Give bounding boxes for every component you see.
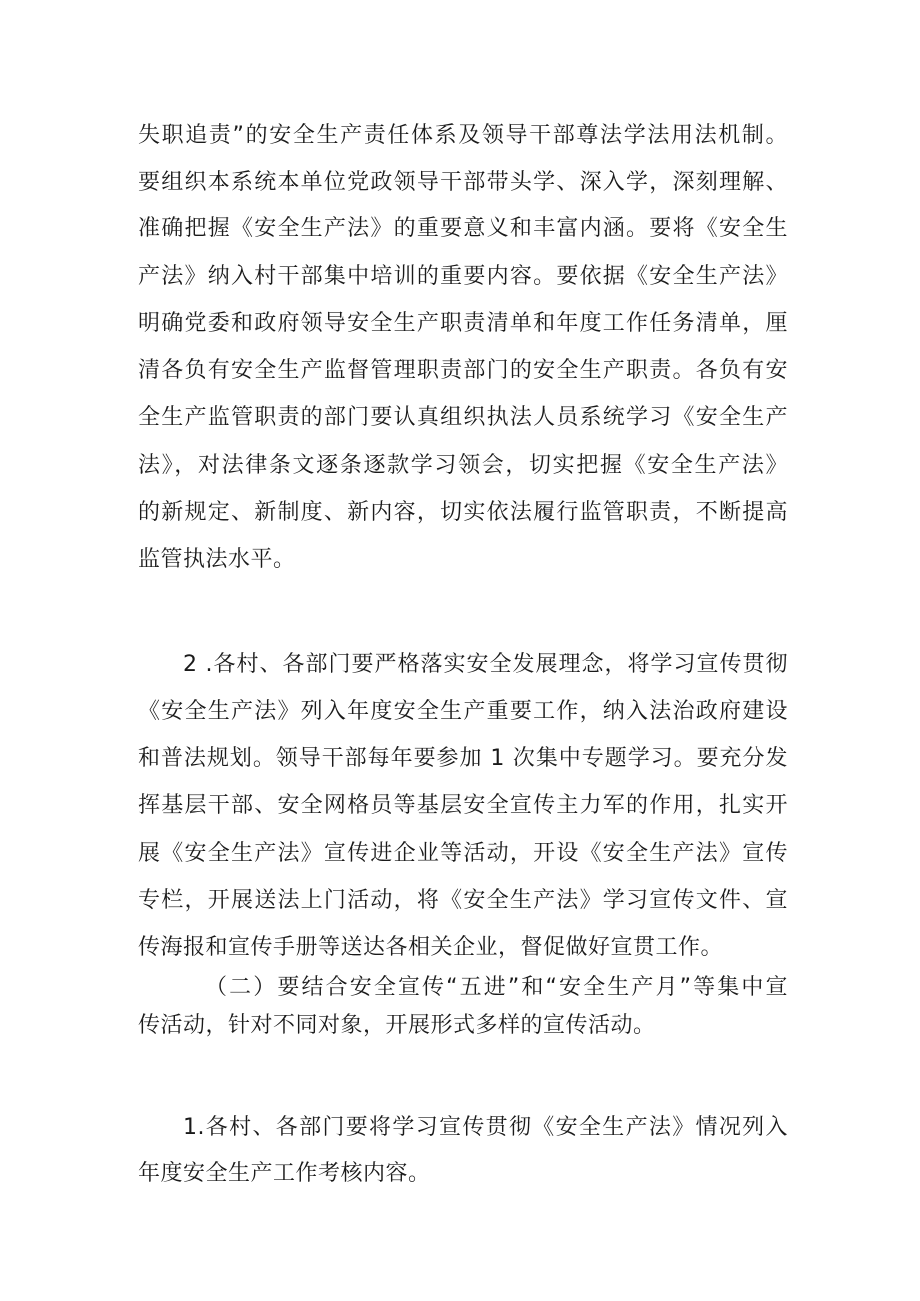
paragraph-1-line-8: 法》，对法律条文逐条逐款学习领会，切实把握《安全生产法》	[138, 453, 788, 478]
paragraph-3-line-1: （二）要结合安全宣传“五进”和“安全生产月”等集中宣	[205, 975, 788, 1000]
paragraph-2-line-7: 传海报和宣传手册等送达各相关企业，督促做好宣贯工作。	[138, 935, 724, 960]
paragraph-1-line-6: 清各负有安全生产监督管理职责部门的安全生产职责。各负有安	[138, 358, 788, 383]
paragraph-1-line-1: 失职追责”的安全生产责任体系及领导干部尊法学法用法机制。	[138, 123, 788, 148]
paragraph-2-line-2: 《安全生产法》列入年度安全生产重要工作，纳入法治政府建设	[138, 699, 788, 724]
paragraph-2-line-4: 挥基层干部、安全网格员等基层安全宣传主力军的作用，扎实开	[138, 793, 788, 818]
paragraph-4-line-2: 年度安全生产工作考核内容。	[138, 1161, 431, 1186]
paragraph-2-line-3: 和普法规划。领导干部每年要参加 1 次集中专题学习。要充分发	[138, 746, 788, 771]
paragraph-1-line-9: 的新规定、新制度、新内容，切实依法履行监管职责，不断提高	[138, 500, 788, 525]
paragraph-1-line-3: 准确把握《安全生产法》的重要意义和丰富内涵。要将《安全生	[138, 216, 788, 241]
paragraph-1-line-5: 明确党委和政府领导安全生产职责清单和年度工作任务清单，厘	[138, 311, 788, 336]
paragraph-1-line-2: 要组织本系统本单位党政领导干部带头学、深入学，深刻理解、	[138, 170, 788, 195]
paragraph-3-line-2: 传活动，针对不同对象，开展形式多样的宣传活动。	[138, 1013, 656, 1038]
paragraph-2-line-1: 2 .各村、各部门要严格落实安全发展理念，将学习宣传贯彻	[183, 652, 788, 677]
paragraph-2-line-5: 展《安全生产法》宣传进企业等活动，开设《安全生产法》宣传	[138, 841, 788, 866]
paragraph-1-line-10: 监管执法水平。	[138, 547, 296, 572]
paragraph-1-line-7: 全生产监管职责的部门要认真组织执法人员系统学习《安全生产	[138, 405, 788, 430]
paragraph-4-line-1: 1.各村、各部门要将学习宣传贯彻《安全生产法》情况列入	[183, 1115, 788, 1140]
paragraph-1-line-4: 产法》纳入村干部集中培训的重要内容。要依据《安全生产法》	[138, 264, 788, 289]
paragraph-2-line-6: 专栏，开展送法上门活动，将《安全生产法》学习宣传文件、宣	[138, 888, 788, 913]
